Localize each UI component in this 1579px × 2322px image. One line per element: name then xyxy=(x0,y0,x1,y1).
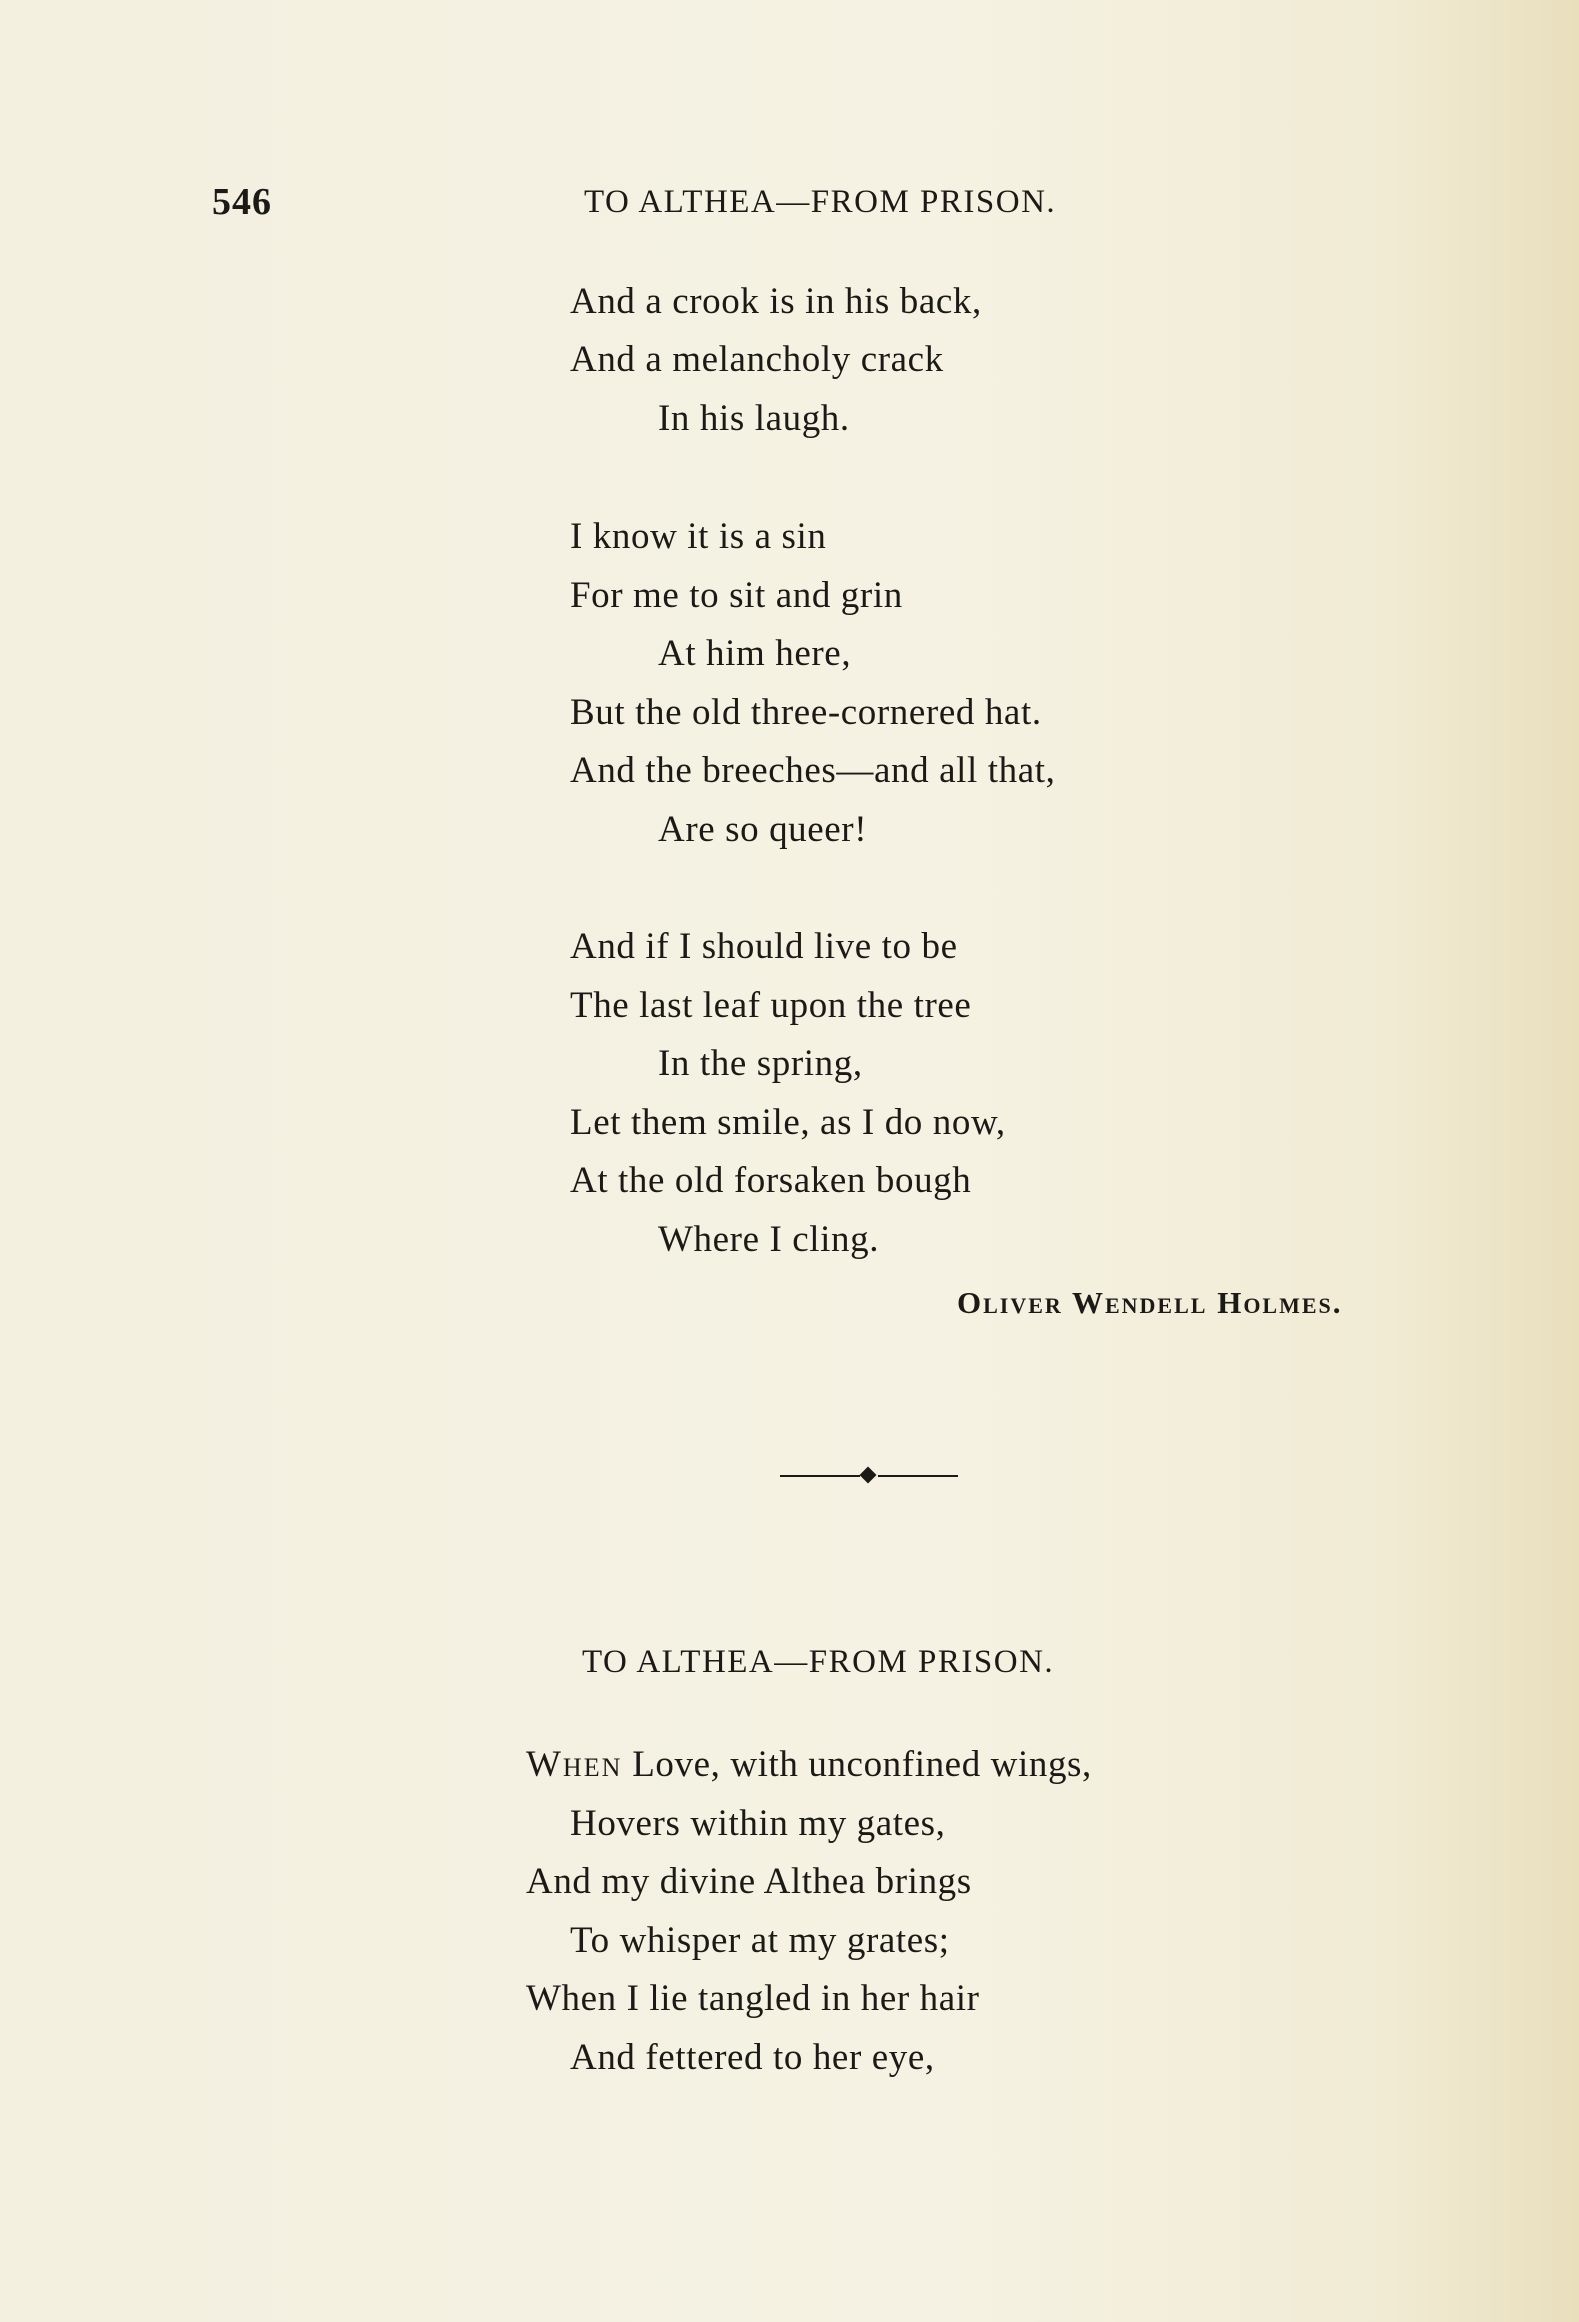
section-divider-ornament xyxy=(780,1466,958,1486)
poem-line: At him here, xyxy=(658,633,852,674)
poem-line: But the old three-cornered hat. xyxy=(570,692,1042,733)
poem-line: And a melancholy crack xyxy=(570,339,944,380)
poem-line: And if I should live to be xyxy=(570,926,958,967)
page-number: 546 xyxy=(212,181,272,223)
poem-first-line-rest: Love, with unconfined wings, xyxy=(622,1744,1092,1785)
poem-line: At the old forsaken bough xyxy=(570,1160,972,1201)
poem-line: I know it is a sin xyxy=(570,516,827,557)
divider-rule-left xyxy=(780,1475,860,1477)
poem-line: Hovers within my gates, xyxy=(570,1803,946,1844)
divider-diamond-icon xyxy=(860,1467,877,1484)
poem-line: In his laugh. xyxy=(658,398,850,439)
poem-author: Oliver Wendell Holmes. xyxy=(957,1285,1343,1320)
poem-first-word: When xyxy=(526,1744,623,1785)
poem-line: In the spring, xyxy=(658,1043,863,1084)
poem-line: And a crook is in his back, xyxy=(570,281,982,322)
poem-line: And the breeches—and all that, xyxy=(570,750,1056,791)
poem-line: And fettered to her eye, xyxy=(570,2037,935,2078)
poem-line: When I lie tangled in her hair xyxy=(526,1978,980,2019)
running-head xyxy=(0,180,1579,230)
running-title: TO ALTHEA—FROM PRISON. xyxy=(584,184,1057,220)
poem-title: TO ALTHEA—FROM PRISON. xyxy=(582,1644,1055,1680)
divider-rule-right xyxy=(878,1475,958,1477)
poem-line: Are so queer! xyxy=(658,809,868,850)
poem-line: To whisper at my grates; xyxy=(570,1920,950,1961)
poem-line: Let them smile, as I do now, xyxy=(570,1102,1006,1143)
poem-line: Where I cling. xyxy=(658,1219,880,1260)
poem-line: The last leaf upon the tree xyxy=(570,985,972,1026)
poem-line: For me to sit and grin xyxy=(570,575,903,616)
poem-line: And my divine Althea brings xyxy=(526,1861,972,1902)
poem-first-line xyxy=(526,1743,1092,1786)
